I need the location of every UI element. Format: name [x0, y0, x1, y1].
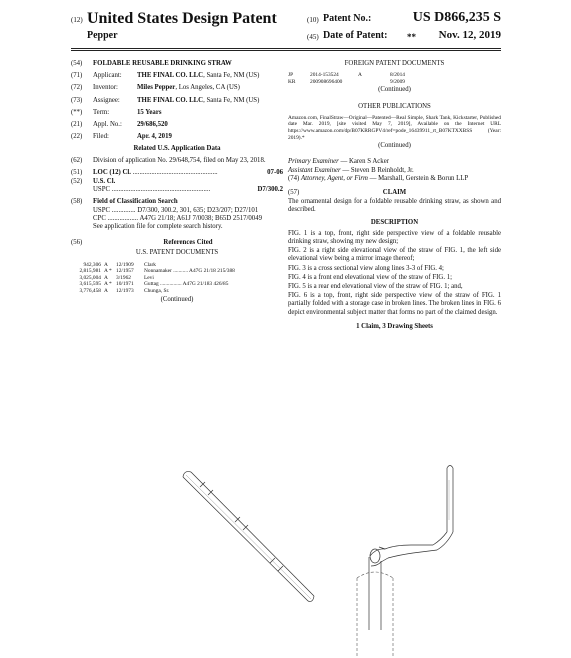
assistant-examiner: Assistant Examiner — Steven B Reinholdt, Jr.: [288, 166, 414, 174]
description-heading: DESCRIPTION: [370, 218, 419, 226]
left-continued: (Continued): [160, 295, 194, 303]
foreign-patent-row: JP 2014-153524 A 8/2014: [288, 72, 405, 79]
patent-date: Nov. 12, 2019: [438, 29, 501, 41]
stars: **: [407, 32, 416, 42]
right-continued-2: (Continued): [378, 142, 411, 150]
description-paragraph: FIG. 1 is a top, front, right side perspective view of a foldable reusable drinking straw, showing my new design;: [288, 229, 501, 245]
patent-no-label: Patent No.:: [323, 13, 372, 24]
patent-number: US D866,235 S: [412, 10, 501, 25]
claim-heading-row: (57) CLAIM: [288, 188, 407, 196]
field-62: (62) Division of application No. 29/648,754, filed on May 23, 2018.: [71, 156, 266, 164]
description-paragraph: FIG. 6 is a top, front, right side perspective view of the straw of FIG. 1 partially folded with a storage case in broken lines. The broken lines in FIG. 6 depict environmental subject matter that forms no part of the claimed design.: [288, 292, 501, 316]
description-paragraph: FIG. 3 is a cross sectional view along lines 3-3 of FIG. 4;: [288, 264, 444, 272]
header-inventor: Pepper: [87, 30, 118, 41]
field-56: (56) References Cited: [71, 239, 213, 247]
claim-text: The ornamental design for a foldable reusable drinking straw, as shown and described.: [288, 198, 501, 214]
straight-straw-drawing: [183, 472, 314, 602]
us-patent-row: 3,776,458 A 12/1973 Chunga, Sr.: [79, 288, 170, 295]
right-continued-1: (Continued): [378, 86, 411, 94]
applicant-name: THE FINAL CO. LLC: [137, 72, 204, 80]
design-title: FOLDABLE REUSABLE DRINKING STRAW: [93, 60, 232, 67]
search-block: USPC .............. D7/300, 300.2, 301, 635; D23/207; D27/101 CPC .................. A47G 21/18; A61J 7/0038; B65D 2517/0049 See application file for complete search history.: [93, 206, 262, 231]
us-patent-row: 3,025,004 A 3/1962 Levi: [79, 274, 154, 281]
assignee-name: THE FINAL CO. LLC: [137, 96, 204, 104]
code-45: (45): [307, 33, 319, 41]
description-paragraph: FIG. 2 is a right side elevational view of the straw of FIG. 1, the left side elevational view being a mirror image thereof;: [288, 247, 501, 263]
field-51: (51) LOC (12) Cl. .................................................. 07-06: [71, 168, 283, 176]
other-publications: Amazon.com, FinalStraw—Original—Patented—Real Simple, Shark Tank, Kickstarter, Published date Mar. 2019, [site visited May 7, 2019], Available on the Internet URL https://www.amazon.com/dp/B07KRRGPV4/ref=pode_16439911_rt_B07KTXXBSS (Year: 2019).*: [288, 114, 501, 141]
field-52: (52) U.S. Cl.: [71, 178, 116, 186]
uspc-line: USPC .......................................................... D7/300.2: [93, 186, 283, 194]
field-54: (54) FOLDABLE REUSABLE DRINKING STRAW: [71, 60, 283, 68]
code-10: (10): [307, 16, 319, 24]
inventor-name: Miles Pepper: [137, 84, 176, 92]
us-patent-row: 2,815,981 A * 12/1957 Nonnamaker ........... A47G 21/18 215/388: [79, 268, 235, 275]
date-label: Date of Patent:: [323, 30, 388, 41]
header-title: United States Design Patent: [87, 10, 277, 27]
field-58: (58) Field of Classification Search: [71, 198, 178, 206]
folded-straw-drawing: [369, 466, 453, 631]
field-72: (72) Inventor: Miles Pepper, Los Angeles, CA (US): [71, 84, 240, 92]
related-heading: Related U.S. Application Data: [133, 145, 221, 153]
field-21: (21) Appl. No.: 29/686,520: [71, 121, 168, 129]
us-patent-row: 3,615,595 A * 10/1971 Guttag ................ A47G 21/183 426/85: [79, 281, 229, 288]
storage-case-broken-lines: [357, 572, 393, 658]
field-22: (22) Filed: Apr. 4, 2019: [71, 133, 172, 141]
foreign-patent-row: KR 200908696400 9/2009: [288, 78, 405, 85]
us-docs-heading: U.S. PATENT DOCUMENTS: [135, 249, 219, 257]
claims-sheets: 1 Claim, 3 Drawing Sheets: [356, 322, 433, 330]
primary-examiner: Primary Examiner — Karen S Acker: [288, 158, 389, 166]
description-paragraph: FIG. 4 is a front end elevational view of the straw of FIG. 1;: [288, 273, 453, 281]
code-12: (12): [71, 16, 83, 24]
us-patent-row: 942,306 A 12/1909 Clark: [83, 261, 156, 268]
field-73: (73) Assignee: THE FINAL CO. LLC, Santa Fe, NM (US): [71, 96, 260, 104]
other-heading: OTHER PUBLICATIONS: [358, 102, 431, 110]
foreign-heading: FOREIGN PATENT DOCUMENTS: [344, 60, 445, 67]
field-71: (71) Applicant: THE FINAL CO. LLC, Santa Fe, NM (US): [71, 72, 260, 80]
attorney: (74) Attorney, Agent, or Firm — Marshall, Gerstein & Borun LLP: [288, 174, 469, 182]
description-paragraph: FIG. 5 is a rear end elevational view of the straw of FIG. 1; and,: [288, 283, 463, 291]
field-term: (**) Term: 15 Years: [71, 108, 162, 116]
